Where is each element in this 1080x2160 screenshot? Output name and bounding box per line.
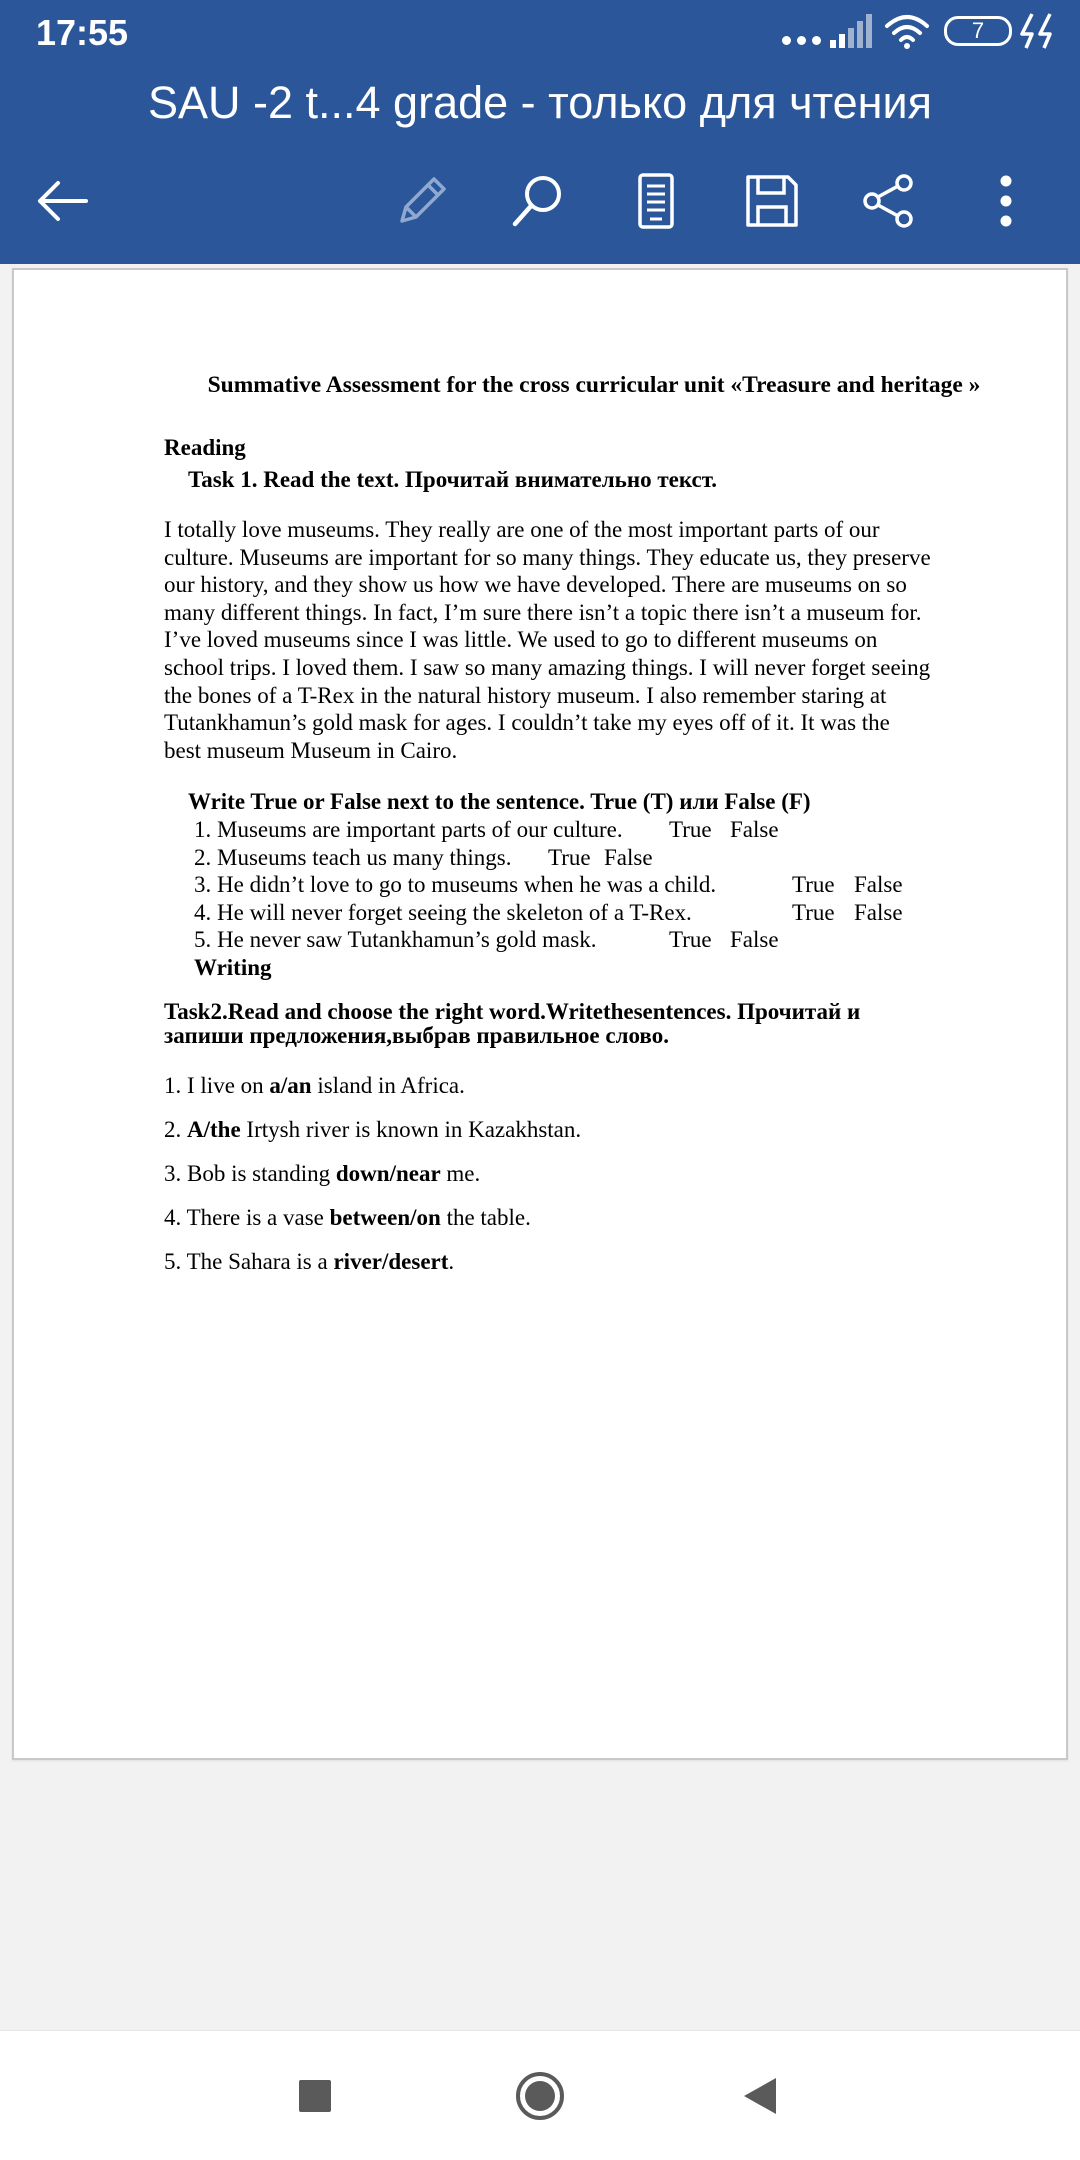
tf-false-option: False (730, 816, 779, 842)
back-nav-button[interactable] (725, 2061, 795, 2131)
task2-title-line: Task2.Read and choose the right word.Writethesentences. Прочитай и (164, 998, 861, 1024)
writing-item-text: 4. There is a vase (164, 1204, 330, 1230)
writing-item-text: 1. I live on (164, 1072, 270, 1098)
reading-paragraph (164, 516, 1024, 764)
tf-true-option: True (548, 844, 591, 870)
word-choice: down/near (335, 1160, 441, 1186)
paragraph-line: I totally love museums. They really are one of the most important parts of our (164, 517, 880, 542)
writing-label: Writing (194, 954, 272, 980)
paragraph-line: our history, and they show us how we have developed. There are museums on so (164, 572, 907, 598)
writing-item (164, 1116, 1024, 1143)
task1-title: Task 1. Read the text. Прочитай внимательно текст. (188, 467, 718, 492)
share-button[interactable] (848, 166, 928, 236)
writing-item-text: . (448, 1248, 455, 1274)
save-button[interactable] (732, 166, 812, 236)
word-choice: a/an (269, 1072, 312, 1098)
tf-item (164, 899, 1024, 927)
battery-icon (944, 16, 1012, 46)
writing-item-text: me. (440, 1160, 481, 1186)
search-icon (509, 172, 567, 230)
tf-item-text: 3. He didn’t love to go to museums when he was a child. (194, 872, 717, 898)
tf-item-text: 1. Museums are important parts of our culture. (194, 816, 623, 842)
back-triangle-icon (742, 2076, 778, 2116)
share-icon (860, 173, 916, 229)
more-options-button[interactable] (966, 166, 1046, 236)
paragraph-line: Tutankhamun’s gold mask for ages. I couldn’t take my eyes off of it. It was the (164, 710, 890, 736)
paragraph-line: many different things. In fact, I’m sure there isn’t a topic there isn’t a museum for. (164, 599, 922, 625)
tf-false-option: False (854, 899, 903, 925)
writing-item (164, 1248, 1024, 1275)
app-bar (0, 0, 1080, 264)
task2-title (164, 1000, 1024, 1048)
paragraph-line: school trips. I loved them. I saw so many amazing things. I will never forget seeing (164, 654, 931, 680)
word-choice: river/desert (333, 1248, 449, 1274)
document-content (164, 370, 1024, 1275)
recents-button[interactable] (280, 2061, 350, 2131)
paragraph-line: the bones of a T-Rex in the natural history museum. I also remember staring at (164, 682, 887, 708)
document-viewport[interactable] (0, 264, 1080, 2030)
tf-false-option: False (730, 927, 779, 953)
recents-square-icon (298, 2079, 332, 2113)
document-page (12, 268, 1068, 1760)
tf-false-option: False (604, 844, 653, 870)
tf-item-text: 2. Museums teach us many things. (194, 844, 512, 870)
tf-true-option: True (669, 927, 712, 953)
paragraph-line: culture. Museums are important for so many things. They educate us, they preserve (164, 544, 931, 570)
tf-item-text: 4. He will never forget seeing the skeleton of a T-Rex. (194, 899, 692, 925)
writing-item (164, 1072, 1024, 1099)
charging-bolt-icon (1018, 12, 1058, 50)
writing-item-text: island in Africa. (311, 1072, 465, 1098)
tf-item (164, 816, 1024, 844)
more-notifications-icon (782, 36, 822, 46)
home-button[interactable] (505, 2061, 575, 2131)
more-vert-icon (998, 175, 1014, 227)
true-false-section (164, 788, 1024, 981)
edit-button[interactable] (382, 166, 462, 236)
writing-item-text: Irtysh river is known in Kazakhstan. (240, 1116, 582, 1142)
search-button[interactable] (498, 166, 578, 236)
reading-view-icon (636, 172, 676, 230)
document-title: SAU -2 t...4 grade - только для чтения (147, 77, 933, 128)
word-choice: A/the (187, 1116, 241, 1142)
tf-true-option: True (669, 816, 712, 842)
save-icon (744, 173, 800, 229)
writing-item (164, 1160, 1024, 1187)
writing-item-text: 5. The Sahara is a (164, 1248, 334, 1274)
writing-list (164, 1072, 1024, 1275)
document-heading: Summative Assessment for the cross curricular unit «Treasure and heritage » (207, 372, 981, 398)
reading-view-button[interactable] (616, 166, 696, 236)
home-circle-icon (514, 2070, 566, 2122)
tf-item (164, 844, 1024, 872)
status-bar (0, 0, 1080, 64)
paragraph-line: best museum Museum in Cairo. (164, 737, 458, 763)
writing-item-text: the table. (440, 1204, 531, 1230)
tf-item (164, 926, 1024, 954)
writing-item (164, 1204, 1024, 1231)
reading-label: Reading (164, 435, 246, 460)
tf-true-option: True (792, 872, 835, 898)
system-nav-bar (0, 2030, 1080, 2160)
pencil-icon (394, 173, 450, 229)
status-time: 17:55 (36, 12, 129, 53)
battery-level: 7 (971, 18, 985, 43)
back-button[interactable] (22, 166, 102, 236)
writing-item-text: 2. (164, 1116, 187, 1142)
wifi-icon (884, 14, 930, 50)
task2-title-line: запиши предложения,выбрав правильное слово. (164, 1022, 669, 1048)
tf-item (164, 871, 1024, 899)
signal-icon (828, 14, 872, 48)
word-choice: between/on (329, 1204, 441, 1230)
tf-item-text: 5. He never saw Tutankhamun’s gold mask. (194, 927, 597, 953)
tf-true-option: True (792, 899, 835, 925)
tf-false-option: False (854, 872, 903, 898)
paragraph-line: I’ve loved museums since I was little. We used to go to different museums on (164, 627, 878, 653)
writing-item-text: 3. Bob is standing (164, 1160, 336, 1186)
back-arrow-icon (34, 179, 90, 223)
tf-instruction: Write True or False next to the sentence. True (T) или False (F) (188, 789, 811, 815)
